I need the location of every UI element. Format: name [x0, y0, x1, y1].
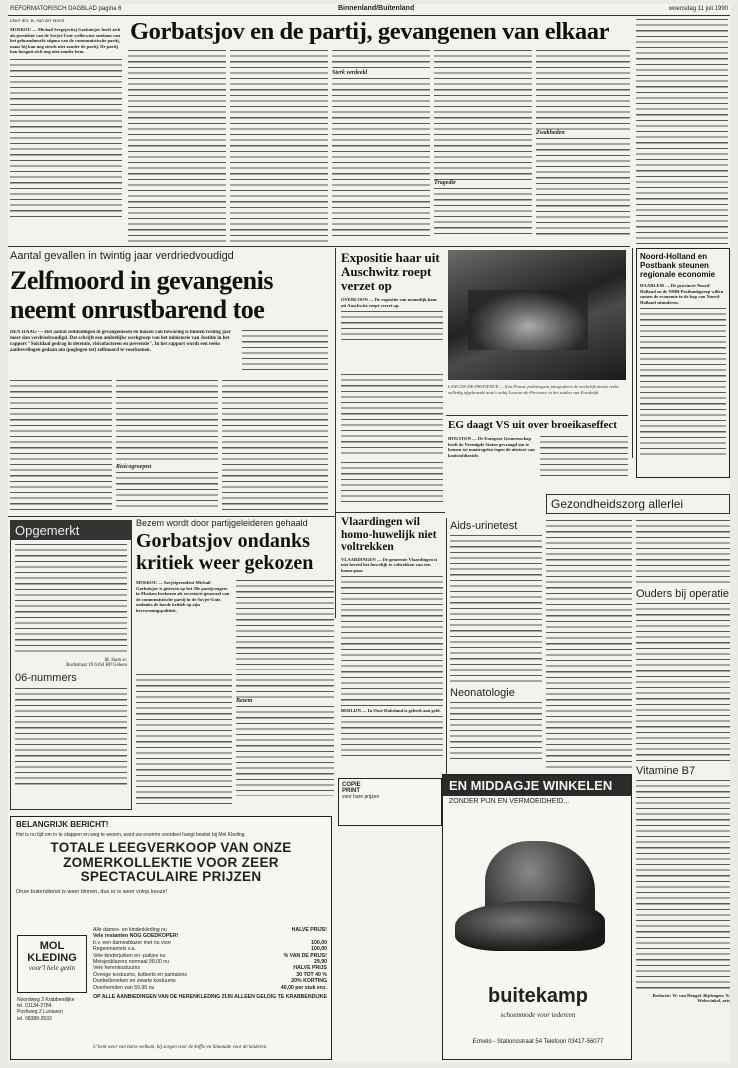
price-label: Overhemden van 59,90 nu	[93, 984, 155, 991]
headline-gorbatsjov-ondanks: Gorbatsjov ondanks kritiek weer gekozen	[136, 530, 314, 574]
price-label: Vele kinderjurken en -pakjes nu	[93, 952, 166, 959]
price-label: Overige kostuums, kolberts en pantalons	[93, 971, 188, 978]
ad-headline: TOTALE LEEGVERKOOP VAN ONZE ZOMERKOLLEKTIE VOOR ZEER SPECTACULAIRE PRIJZEN	[50, 840, 292, 884]
price-label: b.v. een damesblazer met nu voor	[93, 939, 172, 946]
photo-burning-car	[448, 250, 626, 380]
price-value: 29,90	[314, 959, 327, 966]
ad-line: voor hare prijzen	[342, 794, 380, 800]
lede-vlaardingen: VLAARDINGEN — De gemeente Vlaardingen is niet bereid het huwelijk te voltrekken van een homo-paar.	[341, 556, 438, 573]
article-health-col	[636, 520, 730, 1060]
lede-gorbatsjov: MOSKOU — Sovjetpresident Michail Gorbatsjov is gisteren op het 28e partijcongres in Moskou herkozen als secretaris-generaal van de communistische partij in de Sovjet-Unie, ondanks de harde kritiek op zijn hervormingspolitiek.	[136, 580, 230, 613]
article-gorbatsjov-lede	[10, 19, 122, 244]
price-label: Meisjesblazers normaal 98,00 nu	[93, 959, 170, 966]
ad-top: BELANGRIJK BERICHT!	[16, 820, 109, 829]
header-right: woensdag 11 juli 1990	[668, 6, 728, 12]
col-text	[10, 380, 112, 510]
subhead-risico: Risicogroepen	[116, 464, 152, 470]
subhead-zwakheden: Zwakheden	[536, 130, 565, 136]
newspaper-page	[8, 4, 730, 1062]
col-with-sub	[116, 380, 218, 510]
ad-addr	[17, 997, 87, 1022]
headline-expositie: Expositie haar uit Auschwitz roept verzet op	[341, 251, 440, 293]
lede-expositie: OVERLOON — De expositie van menselijk haar uit Auschwitz roept verzet op.	[341, 297, 437, 308]
ad-sub: ZONDER PIJN EN VERMOEIDHEID...	[449, 798, 570, 805]
logo-sub: voor'l hele gezin	[28, 964, 76, 972]
headline-noord-holland: Noord-Holland en Postbank steunen regionale economie	[640, 252, 716, 279]
credit: Redactie: W. van Hengel. Bijdragen: N. Wolswinkel, arts	[652, 993, 730, 1003]
page-header	[8, 4, 730, 16]
ad-intro: Het is nu tijd om in te stappen en weg te wezen, want uw enorme voordeel hangt bestist bij Mol Kleding.	[16, 832, 246, 838]
ad-mol-kleding	[10, 816, 332, 1060]
price-label: Regenmantels v.a.	[93, 946, 136, 953]
addr-line: Noordweg 3 Krabbendijke	[17, 997, 75, 1003]
price-value: 30 TOT 40 %	[296, 971, 327, 978]
lede: MOSKOU — Michail Sergejevitsj Gorbatsjov heeft zich als president van de Sovjet-Unie welbewust ontdaan van het gebrandmerkt stigma van de communistische partij, maar hij kan nog steeds niet zonder de partij. De partij kan hooguit zich nog niet zonder hem.	[10, 27, 121, 55]
col-text	[128, 50, 226, 242]
header-left: REFORMATORISCH DAGBLAD pagina 6	[10, 6, 122, 12]
addr-line: Poshweg 2 Luntaren	[17, 1009, 63, 1016]
col-text	[236, 580, 334, 670]
letter-addr: Burbstraat 19 6164 RP Geleen	[66, 663, 127, 668]
headline-ouders: Ouders bij operatie	[636, 588, 729, 600]
price-label: Vele restanten NOG GOEDKOPER!	[93, 933, 179, 940]
ad-brand: buitekamp	[487, 985, 589, 1007]
col-with-sub	[536, 50, 630, 242]
col-text	[341, 462, 443, 502]
col-text	[242, 330, 328, 370]
body-text	[10, 59, 122, 219]
ad-foot: U bent weer van harte welkom, bij zorgen voor de koffie en limonade voor de kinderen.	[93, 1045, 268, 1050]
price-label: Alle dames- en kinderkleding nu	[93, 927, 167, 933]
logo-text: MOL KLEDING	[27, 940, 77, 964]
subtitle-06: 06-nummers	[15, 672, 77, 684]
ad-copie-print	[338, 778, 442, 826]
col-text	[636, 19, 728, 244]
header-center: Binnenland/Buitenland	[338, 5, 415, 12]
article-vlaardingen	[341, 516, 443, 766]
ad-buitekamp	[442, 774, 632, 1060]
subhead-tragedie: Tragedie	[434, 180, 456, 186]
addr-line: tel. 08388-3533	[17, 1015, 52, 1022]
col-text	[222, 380, 328, 510]
price-label: Dunbelbroeken en zwarte kostuums	[93, 978, 176, 985]
opgemerkt-title: Opgemerkt	[11, 521, 131, 540]
price-value: 20% KORTING	[291, 978, 327, 985]
kicker-bezem: Bezem wordt door partijgeleideren gehaald	[136, 518, 308, 528]
col-text	[540, 436, 628, 476]
ad-addr: Ermelo - Stationsstraat 54 Telefoon 03417-56077	[472, 1039, 604, 1045]
ad-line: PRINT	[342, 788, 360, 794]
lede-noord-holland: HAARLEM — De provincie Noord-Holland en de NMB-Postbankgroep willen samen de economie in de kop van Noord-Holland stimuleren.	[640, 283, 724, 305]
col-with-sub	[332, 50, 430, 242]
headline-vlaardingen: Vlaardingen wil homo-huwelijk niet voltrekken	[341, 516, 437, 553]
headline-gorbatsjov-partij: Gorbatsjov en de partij, gevangenen van elkaar	[130, 20, 610, 45]
headline-eg-vs: EG daagt VS uit over broeikaseffect	[448, 420, 617, 431]
price-label: Vele herenkostuums	[93, 965, 141, 972]
lede-zelfmoord: DEN HAAG — Het aantal zelfdodingen in gevangenissen en huizen van bewaring is binnen twintig jaar meer dan verdriedvoudigd. Dat schrijft een ambtelijke werkgroep van het ministerie van Justitie in het rapport "Suïcidaal gedrag in detentie, risicofactoren en preventie". In het rapport wordt een reeks aanbevelingen gedaan om (pogingen tot) zelfmoord te voorkomen.	[10, 330, 231, 353]
price-list	[93, 927, 327, 1000]
subhead-bezem: Bezem	[236, 698, 253, 704]
headline-vitamine: Vitamine B7	[636, 765, 696, 777]
price-value: 100,00	[311, 946, 327, 953]
box-noord-holland	[636, 248, 730, 478]
col-text	[546, 520, 632, 770]
price-value: HALVE PRIJS	[293, 965, 327, 972]
brief-berlijn: BERLIJN — In Oost-Duitsland is gebrek aan geld.	[341, 708, 441, 714]
price-value: 40,00 per stuk enz.	[280, 984, 327, 991]
price-value: 100,00	[311, 939, 327, 946]
ad-title: EN MIDDAGJE WINKELEN	[443, 775, 631, 796]
headline-aids: Aids-urinetest	[450, 520, 518, 532]
subhead-sterk: Sterk verdeeld	[332, 70, 368, 76]
price-value: HALVE PRIJS!	[291, 927, 327, 933]
mol-logo	[17, 935, 87, 993]
byline: Door drs. K. van der Horst	[10, 19, 65, 24]
headline-neonatologie: Neonatologie	[450, 687, 515, 699]
col-text	[136, 674, 232, 804]
col-text	[230, 50, 328, 242]
article-aids	[450, 520, 542, 770]
col-text	[341, 374, 443, 458]
article-expositie	[341, 251, 443, 371]
letter-name: M. Stam sr.	[104, 658, 127, 663]
lede-eg: HOUSTON — De Europese Gemeenschap heeft de Verenigde Staten gevraagd om te komen tot maatregelen tegen de uitstoot van koolstofdioxide.	[448, 436, 535, 458]
shoe-illustration	[455, 821, 621, 971]
col-with-sub	[236, 674, 334, 804]
ad-tag: schoenmode voor iedereen	[500, 1011, 576, 1019]
price-value: % VAN DE PRIJS!	[283, 952, 327, 959]
caption-photo: LANCON-DE-PROVENCE — Een Franse politieagent fotografeert de werkelijk mooie reeks volledig afgebrande auto's nabij Lancon-de-Provence in het zuiden van Frankrijk.	[448, 384, 619, 395]
col-with-sub	[434, 50, 532, 242]
ad-opening: OP ALLE AANBIEDINGEN VAN DE HERENKLEDING ZIJN ALLEEN GELDIG TE KRABBENDIJKE	[93, 994, 327, 1001]
box-opgemerkt	[10, 520, 132, 810]
kicker-zelfmoord: Aantal gevallen in twintig jaar verdriedvoudigd	[10, 250, 234, 262]
addr-line: tel. 01134-2784	[17, 1003, 52, 1010]
ad-sub: Onze buitendienst is weer binnen, dus er is weer volop keuze!	[16, 888, 168, 895]
headline-zelfmoord: Zelfmoord in gevangenis neemt onrustbarend toe	[10, 266, 273, 324]
ad-line: COPIE	[342, 782, 361, 788]
price-row	[93, 985, 327, 991]
banner-gezondheidszorg: Gezondheidszorg allerlei	[546, 494, 730, 514]
